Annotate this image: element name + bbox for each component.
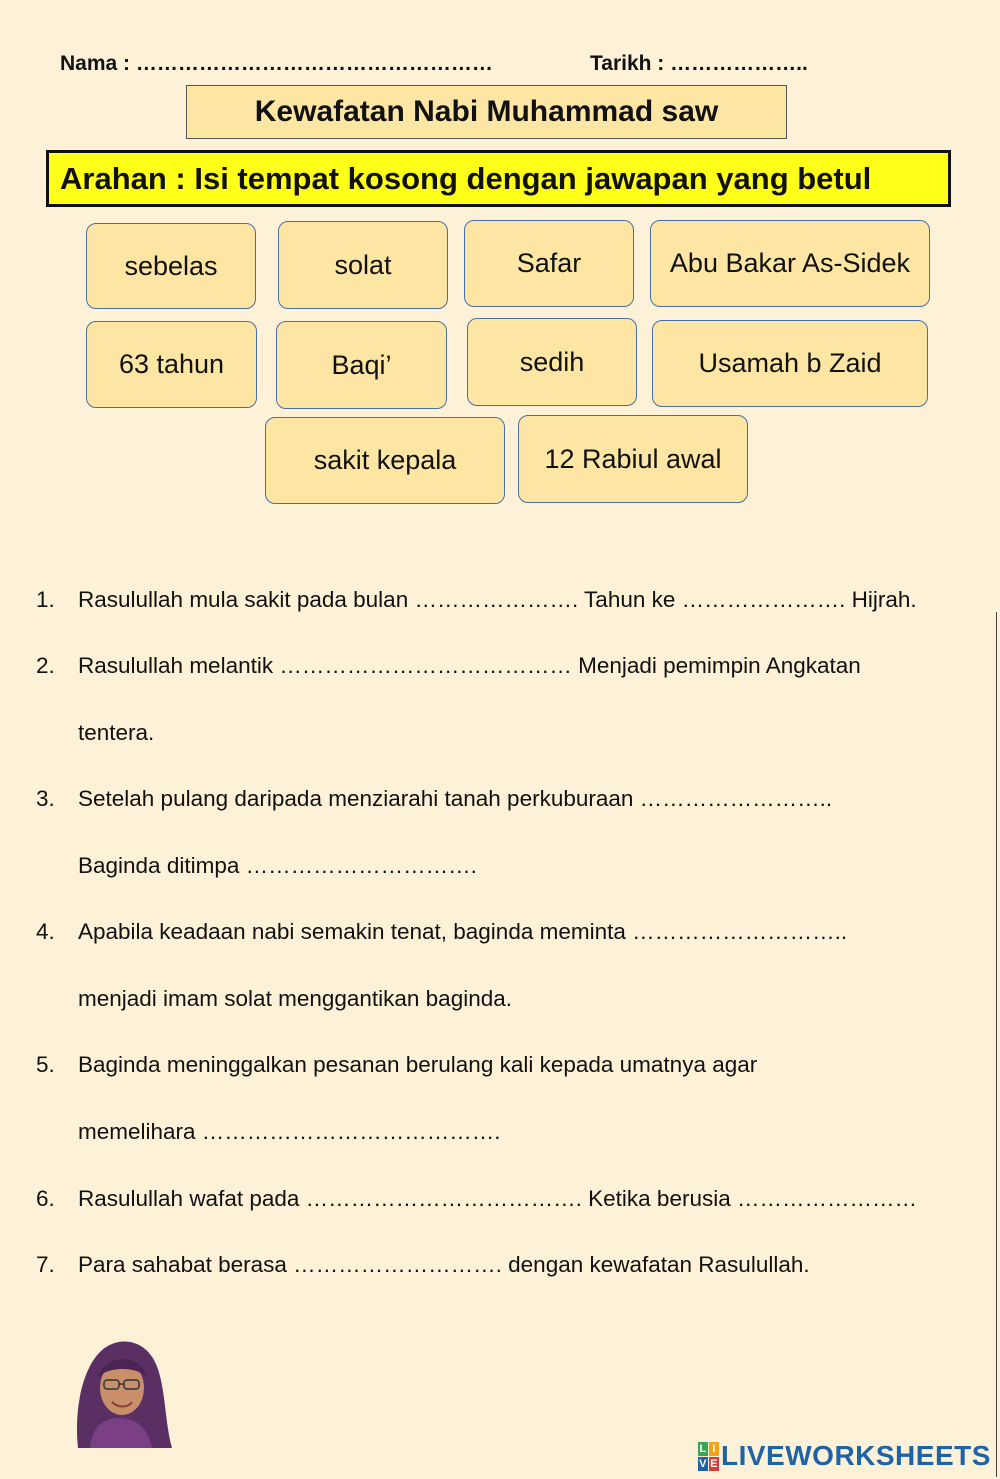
question-2-text: Rasulullah melantik ………………………………… Menjadi pemimpin Angkatan — [78, 653, 861, 678]
question-number: 7. — [36, 1252, 55, 1277]
answer-chip-63-tahun[interactable]: 63 tahun — [86, 321, 257, 408]
question-number: 5. — [36, 1052, 55, 1077]
question-7-text: Para sahabat berasa ………………………. dengan kewafatan Rasulullah. — [78, 1252, 810, 1277]
question-2-continuation: tentera. — [78, 720, 155, 745]
name-field-label: Nama : …………………………………………… — [60, 52, 493, 75]
question-number: 4. — [36, 919, 55, 944]
answer-chip-solat[interactable]: solat — [278, 221, 448, 309]
question-1-text: Rasulullah mula sakit pada bulan …………………. Tahun ke …………………. Hijrah. — [78, 587, 917, 612]
answer-chip-abu-bakar[interactable]: Abu Bakar As-Sidek — [650, 220, 930, 307]
answer-chip-usamah[interactable]: Usamah b Zaid — [652, 320, 928, 407]
answer-chip-12-rabiul-awal[interactable]: 12 Rabiul awal — [518, 415, 748, 503]
question-6-text: Rasulullah wafat pada ………………………………. Ketika berusia …………………… — [78, 1186, 917, 1211]
question-3-continuation: Baginda ditimpa …………………………. — [78, 853, 477, 878]
question-number: 2. — [36, 653, 55, 678]
question-number: 6. — [36, 1186, 55, 1211]
liveworksheets-logo[interactable] — [698, 1440, 991, 1472]
date-field-label: Tarikh : ……………….. — [590, 52, 808, 75]
question-4-text: Apabila keadaan nabi semakin tenat, baginda meminta ……………………….. — [78, 919, 848, 944]
question-5-text: Baginda meninggalkan pesanan berulang kali kepada umatnya agar — [78, 1052, 758, 1077]
question-4-continuation: menjadi imam solat menggantikan baginda. — [78, 986, 513, 1011]
author-photo — [60, 1330, 178, 1448]
liveworksheets-mark-icon: L I V E — [699, 1442, 718, 1470]
answer-chip-sebelas[interactable]: sebelas — [86, 223, 256, 309]
worksheet-title: Kewafatan Nabi Muhammad saw — [186, 85, 787, 139]
answer-chip-safar[interactable]: Safar — [464, 220, 634, 307]
instruction-banner: Arahan : Isi tempat kosong dengan jawapan yang betul — [46, 150, 951, 207]
question-number: 1. — [36, 587, 55, 612]
question-5-continuation: memelihara …………………………………. — [78, 1119, 501, 1144]
question-3-text: Setelah pulang daripada menziarahi tanah perkuburaan …………………….. — [78, 786, 833, 811]
logo-text: LIVEWORKSHEETS — [721, 1440, 991, 1471]
answer-chip-baqi[interactable]: Baqi’ — [276, 321, 447, 409]
answer-chip-sakit-kepala[interactable]: sakit kepala — [265, 417, 505, 504]
question-number: 3. — [36, 786, 55, 811]
answer-chip-sedih[interactable]: sedih — [467, 318, 637, 406]
page-edge-divider — [996, 612, 997, 1477]
